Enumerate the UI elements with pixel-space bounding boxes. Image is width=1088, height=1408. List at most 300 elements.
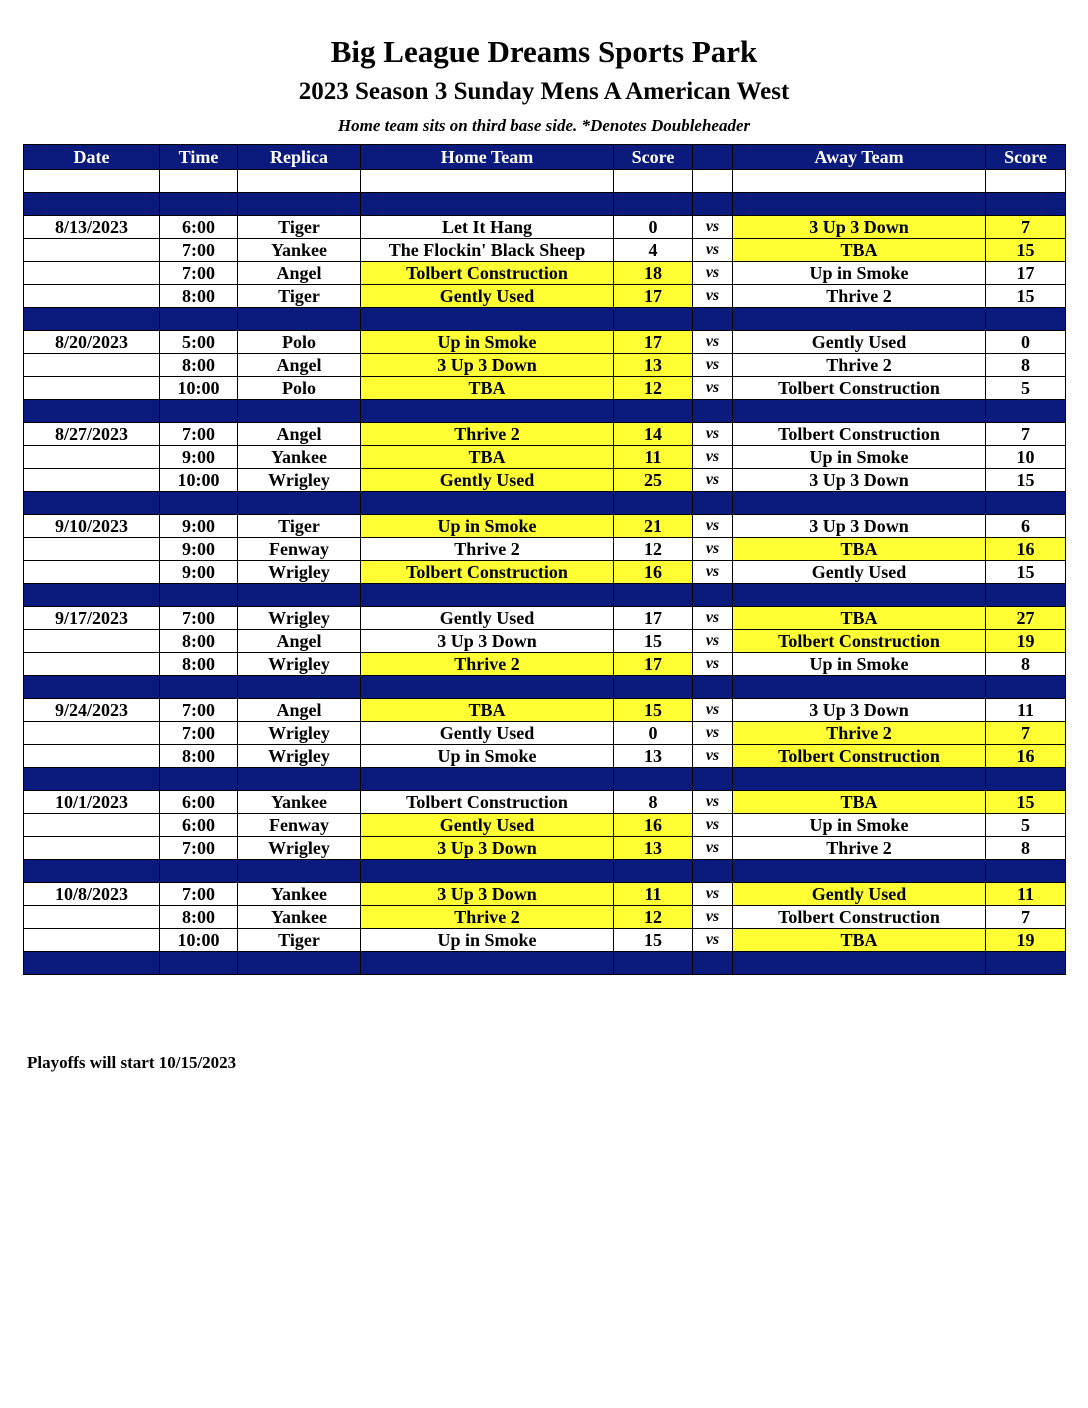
away-score: 17 bbox=[986, 262, 1066, 285]
separator-row bbox=[24, 492, 1066, 515]
away-score: 16 bbox=[986, 745, 1066, 768]
away-score: 8 bbox=[986, 354, 1066, 377]
separator-cell bbox=[361, 308, 614, 331]
away-score: 19 bbox=[986, 929, 1066, 952]
separator-cell bbox=[24, 676, 160, 699]
game-date bbox=[24, 722, 160, 745]
game-row bbox=[24, 262, 1066, 285]
away-team: Up in Smoke bbox=[733, 814, 986, 837]
separator-cell bbox=[693, 676, 733, 699]
away-team: TBA bbox=[733, 791, 986, 814]
game-row bbox=[24, 653, 1066, 676]
game-replica: Angel bbox=[238, 354, 361, 377]
home-team: Gently Used bbox=[361, 469, 614, 492]
page-subtitle: 2023 Season 3 Sunday Mens A American West bbox=[298, 78, 790, 105]
home-score: 21 bbox=[614, 515, 693, 538]
game-replica: Fenway bbox=[238, 538, 361, 561]
game-replica: Angel bbox=[238, 630, 361, 653]
game-row bbox=[24, 354, 1066, 377]
game-replica: Angel bbox=[238, 262, 361, 285]
separator-cell bbox=[160, 584, 238, 607]
col-header-away-team: Away Team bbox=[733, 145, 986, 170]
separator-cell bbox=[24, 193, 160, 216]
separator-cell bbox=[160, 400, 238, 423]
game-time: 7:00 bbox=[160, 239, 238, 262]
home-team: Gently Used bbox=[361, 285, 614, 308]
game-time: 7:00 bbox=[160, 837, 238, 860]
game-row bbox=[24, 722, 1066, 745]
col-header-replica: Replica bbox=[238, 145, 361, 170]
away-score: 15 bbox=[986, 469, 1066, 492]
separator-cell bbox=[361, 492, 614, 515]
away-score: 16 bbox=[986, 538, 1066, 561]
separator-cell bbox=[614, 860, 693, 883]
home-score: 11 bbox=[614, 883, 693, 906]
game-time: 8:00 bbox=[160, 906, 238, 929]
separator-cell bbox=[361, 400, 614, 423]
game-row bbox=[24, 377, 1066, 400]
away-team: Tolbert Construction bbox=[733, 423, 986, 446]
away-score: 11 bbox=[986, 699, 1066, 722]
home-score: 18 bbox=[614, 262, 693, 285]
away-score: 11 bbox=[986, 883, 1066, 906]
separator-cell bbox=[693, 860, 733, 883]
blank-cell bbox=[24, 170, 160, 193]
game-row bbox=[24, 837, 1066, 860]
game-row bbox=[24, 446, 1066, 469]
vs-label: vs bbox=[693, 607, 733, 630]
separator-cell bbox=[361, 676, 614, 699]
game-time: 8:00 bbox=[160, 630, 238, 653]
game-date bbox=[24, 262, 160, 285]
home-score: 11 bbox=[614, 446, 693, 469]
game-row bbox=[24, 538, 1066, 561]
separator-cell bbox=[986, 952, 1066, 975]
game-replica: Tiger bbox=[238, 929, 361, 952]
away-score: 5 bbox=[986, 377, 1066, 400]
separator-cell bbox=[238, 952, 361, 975]
game-row bbox=[24, 929, 1066, 952]
home-score: 4 bbox=[614, 239, 693, 262]
game-row bbox=[24, 469, 1066, 492]
home-score: 0 bbox=[614, 722, 693, 745]
separator-row bbox=[24, 400, 1066, 423]
blank-cell bbox=[614, 170, 693, 193]
away-score: 7 bbox=[986, 216, 1066, 239]
game-date bbox=[24, 469, 160, 492]
game-time: 10:00 bbox=[160, 929, 238, 952]
game-replica: Wrigley bbox=[238, 653, 361, 676]
vs-label: vs bbox=[693, 216, 733, 239]
game-date: 8/27/2023 bbox=[24, 423, 160, 446]
game-date bbox=[24, 906, 160, 929]
away-score: 0 bbox=[986, 331, 1066, 354]
game-row bbox=[24, 883, 1066, 906]
separator-cell bbox=[986, 584, 1066, 607]
game-row bbox=[24, 423, 1066, 446]
home-score: 17 bbox=[614, 653, 693, 676]
vs-label: vs bbox=[693, 814, 733, 837]
home-team: TBA bbox=[361, 446, 614, 469]
game-date bbox=[24, 239, 160, 262]
vs-label: vs bbox=[693, 630, 733, 653]
away-team: Thrive 2 bbox=[733, 285, 986, 308]
separator-cell bbox=[693, 193, 733, 216]
away-team: Thrive 2 bbox=[733, 837, 986, 860]
away-team: TBA bbox=[733, 607, 986, 630]
blank-cell bbox=[733, 170, 986, 193]
game-replica: Wrigley bbox=[238, 607, 361, 630]
away-score: 7 bbox=[986, 423, 1066, 446]
vs-label: vs bbox=[693, 791, 733, 814]
away-team: Gently Used bbox=[733, 561, 986, 584]
home-team: Gently Used bbox=[361, 814, 614, 837]
separator-cell bbox=[361, 768, 614, 791]
game-date: 10/8/2023 bbox=[24, 883, 160, 906]
separator-cell bbox=[693, 492, 733, 515]
game-time: 7:00 bbox=[160, 607, 238, 630]
away-team: Up in Smoke bbox=[733, 653, 986, 676]
separator-cell bbox=[238, 308, 361, 331]
home-team: TBA bbox=[361, 377, 614, 400]
away-team: Gently Used bbox=[733, 883, 986, 906]
separator-cell bbox=[733, 860, 986, 883]
game-date: 8/13/2023 bbox=[24, 216, 160, 239]
separator-cell bbox=[160, 308, 238, 331]
separator-cell bbox=[238, 492, 361, 515]
separator-cell bbox=[238, 676, 361, 699]
separator-cell bbox=[24, 400, 160, 423]
home-team: Tolbert Construction bbox=[361, 262, 614, 285]
game-time: 9:00 bbox=[160, 446, 238, 469]
separator-cell bbox=[160, 768, 238, 791]
vs-label: vs bbox=[693, 929, 733, 952]
separator-cell bbox=[986, 492, 1066, 515]
game-time: 9:00 bbox=[160, 515, 238, 538]
away-score: 19 bbox=[986, 630, 1066, 653]
game-replica: Wrigley bbox=[238, 722, 361, 745]
home-team: Gently Used bbox=[361, 722, 614, 745]
separator-cell bbox=[160, 860, 238, 883]
separator-cell bbox=[160, 676, 238, 699]
separator-row bbox=[24, 860, 1066, 883]
vs-label: vs bbox=[693, 722, 733, 745]
game-date bbox=[24, 354, 160, 377]
vs-label: vs bbox=[693, 699, 733, 722]
separator-cell bbox=[733, 492, 986, 515]
separator-cell bbox=[986, 193, 1066, 216]
col-header-time: Time bbox=[160, 145, 238, 170]
separator-cell bbox=[614, 193, 693, 216]
home-score: 8 bbox=[614, 791, 693, 814]
away-score: 8 bbox=[986, 837, 1066, 860]
separator-cell bbox=[733, 308, 986, 331]
separator-cell bbox=[614, 400, 693, 423]
separator-cell bbox=[238, 768, 361, 791]
home-score: 0 bbox=[614, 216, 693, 239]
home-team: Up in Smoke bbox=[361, 929, 614, 952]
game-time: 6:00 bbox=[160, 814, 238, 837]
away-team: Tolbert Construction bbox=[733, 906, 986, 929]
game-time: 7:00 bbox=[160, 262, 238, 285]
col-header-vs bbox=[693, 145, 733, 170]
away-score: 15 bbox=[986, 561, 1066, 584]
game-time: 10:00 bbox=[160, 469, 238, 492]
game-replica: Wrigley bbox=[238, 745, 361, 768]
home-team: 3 Up 3 Down bbox=[361, 883, 614, 906]
game-row bbox=[24, 515, 1066, 538]
game-replica: Fenway bbox=[238, 814, 361, 837]
home-team: Up in Smoke bbox=[361, 515, 614, 538]
home-score: 12 bbox=[614, 906, 693, 929]
game-replica: Wrigley bbox=[238, 561, 361, 584]
separator-cell bbox=[361, 193, 614, 216]
blank-cell bbox=[160, 170, 238, 193]
schedule-table bbox=[23, 144, 1066, 975]
separator-cell bbox=[733, 193, 986, 216]
away-team: 3 Up 3 Down bbox=[733, 216, 986, 239]
vs-label: vs bbox=[693, 285, 733, 308]
game-time: 6:00 bbox=[160, 216, 238, 239]
separator-cell bbox=[693, 584, 733, 607]
game-time: 9:00 bbox=[160, 561, 238, 584]
separator-cell bbox=[614, 768, 693, 791]
game-date bbox=[24, 446, 160, 469]
game-row bbox=[24, 285, 1066, 308]
game-row bbox=[24, 745, 1066, 768]
col-header-away-score: Score bbox=[986, 145, 1066, 170]
away-team: Tolbert Construction bbox=[733, 745, 986, 768]
blank-cell bbox=[361, 170, 614, 193]
home-team: TBA bbox=[361, 699, 614, 722]
separator-cell bbox=[24, 492, 160, 515]
separator-cell bbox=[693, 952, 733, 975]
separator-cell bbox=[986, 768, 1066, 791]
separator-cell bbox=[693, 400, 733, 423]
game-date bbox=[24, 285, 160, 308]
game-replica: Polo bbox=[238, 377, 361, 400]
col-header-home-score: Score bbox=[614, 145, 693, 170]
separator-cell bbox=[160, 492, 238, 515]
separator-cell bbox=[24, 308, 160, 331]
game-date: 9/24/2023 bbox=[24, 699, 160, 722]
home-score: 15 bbox=[614, 929, 693, 952]
separator-cell bbox=[614, 492, 693, 515]
game-replica: Yankee bbox=[238, 906, 361, 929]
game-time: 5:00 bbox=[160, 331, 238, 354]
game-time: 7:00 bbox=[160, 699, 238, 722]
away-score: 7 bbox=[986, 906, 1066, 929]
vs-label: vs bbox=[693, 883, 733, 906]
separator-cell bbox=[24, 768, 160, 791]
game-row bbox=[24, 216, 1066, 239]
separator-cell bbox=[238, 584, 361, 607]
home-score: 15 bbox=[614, 699, 693, 722]
vs-label: vs bbox=[693, 837, 733, 860]
home-score: 17 bbox=[614, 285, 693, 308]
separator-cell bbox=[614, 584, 693, 607]
home-score: 13 bbox=[614, 837, 693, 860]
vs-label: vs bbox=[693, 538, 733, 561]
home-team: Up in Smoke bbox=[361, 745, 614, 768]
game-time: 7:00 bbox=[160, 722, 238, 745]
game-date bbox=[24, 377, 160, 400]
separator-cell bbox=[614, 952, 693, 975]
game-time: 9:00 bbox=[160, 538, 238, 561]
home-score: 25 bbox=[614, 469, 693, 492]
game-replica: Yankee bbox=[238, 446, 361, 469]
game-date bbox=[24, 630, 160, 653]
separator-cell bbox=[24, 860, 160, 883]
separator-cell bbox=[24, 584, 160, 607]
blank-cell bbox=[693, 170, 733, 193]
home-score: 12 bbox=[614, 538, 693, 561]
game-row bbox=[24, 791, 1066, 814]
away-team: Tolbert Construction bbox=[733, 630, 986, 653]
separator-cell bbox=[693, 768, 733, 791]
game-replica: Tiger bbox=[238, 216, 361, 239]
game-date bbox=[24, 814, 160, 837]
game-date bbox=[24, 745, 160, 768]
home-team: Gently Used bbox=[361, 607, 614, 630]
home-team: 3 Up 3 Down bbox=[361, 630, 614, 653]
separator-cell bbox=[986, 400, 1066, 423]
separator-row bbox=[24, 952, 1066, 975]
col-header-home-team: Home Team bbox=[361, 145, 614, 170]
home-score: 16 bbox=[614, 561, 693, 584]
home-score: 13 bbox=[614, 354, 693, 377]
home-score: 17 bbox=[614, 331, 693, 354]
home-team: Up in Smoke bbox=[361, 331, 614, 354]
away-team: 3 Up 3 Down bbox=[733, 515, 986, 538]
page-title: Big League Dreams Sports Park bbox=[330, 34, 758, 69]
away-team: Up in Smoke bbox=[733, 262, 986, 285]
game-row bbox=[24, 699, 1066, 722]
away-score: 7 bbox=[986, 722, 1066, 745]
vs-label: vs bbox=[693, 515, 733, 538]
game-row bbox=[24, 561, 1066, 584]
away-score: 15 bbox=[986, 239, 1066, 262]
home-team: 3 Up 3 Down bbox=[361, 354, 614, 377]
home-score: 13 bbox=[614, 745, 693, 768]
home-team: Let It Hang bbox=[361, 216, 614, 239]
game-row bbox=[24, 814, 1066, 837]
game-time: 8:00 bbox=[160, 745, 238, 768]
home-team: 3 Up 3 Down bbox=[361, 837, 614, 860]
game-row bbox=[24, 607, 1066, 630]
separator-cell bbox=[733, 676, 986, 699]
game-replica: Yankee bbox=[238, 883, 361, 906]
game-replica: Yankee bbox=[238, 239, 361, 262]
home-team: Thrive 2 bbox=[361, 653, 614, 676]
home-team: Thrive 2 bbox=[361, 538, 614, 561]
game-replica: Polo bbox=[238, 331, 361, 354]
game-replica: Tiger bbox=[238, 285, 361, 308]
away-team: TBA bbox=[733, 239, 986, 262]
vs-label: vs bbox=[693, 331, 733, 354]
game-row bbox=[24, 239, 1066, 262]
separator-cell bbox=[986, 308, 1066, 331]
game-date: 8/20/2023 bbox=[24, 331, 160, 354]
vs-label: vs bbox=[693, 653, 733, 676]
away-score: 5 bbox=[986, 814, 1066, 837]
separator-cell bbox=[238, 193, 361, 216]
game-row bbox=[24, 331, 1066, 354]
home-score: 12 bbox=[614, 377, 693, 400]
home-team: Thrive 2 bbox=[361, 423, 614, 446]
away-team: Thrive 2 bbox=[733, 354, 986, 377]
game-date: 10/1/2023 bbox=[24, 791, 160, 814]
game-date bbox=[24, 837, 160, 860]
home-team: The Flockin' Black Sheep bbox=[361, 239, 614, 262]
away-score: 6 bbox=[986, 515, 1066, 538]
vs-label: vs bbox=[693, 262, 733, 285]
game-date bbox=[24, 929, 160, 952]
away-score: 10 bbox=[986, 446, 1066, 469]
blank-cell bbox=[986, 170, 1066, 193]
separator-row bbox=[24, 308, 1066, 331]
separator-cell bbox=[733, 400, 986, 423]
playoffs-note: Playoffs will start 10/15/2023 bbox=[27, 1053, 237, 1072]
away-team: Gently Used bbox=[733, 331, 986, 354]
home-score: 17 bbox=[614, 607, 693, 630]
game-replica: Wrigley bbox=[238, 837, 361, 860]
game-row bbox=[24, 630, 1066, 653]
separator-cell bbox=[733, 768, 986, 791]
vs-label: vs bbox=[693, 469, 733, 492]
game-replica: Tiger bbox=[238, 515, 361, 538]
away-score: 15 bbox=[986, 791, 1066, 814]
separator-row bbox=[24, 676, 1066, 699]
blank-cell bbox=[238, 170, 361, 193]
game-date bbox=[24, 538, 160, 561]
separator-cell bbox=[160, 193, 238, 216]
separator-cell bbox=[160, 952, 238, 975]
game-replica: Angel bbox=[238, 699, 361, 722]
vs-label: vs bbox=[693, 423, 733, 446]
game-date bbox=[24, 561, 160, 584]
game-time: 8:00 bbox=[160, 285, 238, 308]
game-replica: Yankee bbox=[238, 791, 361, 814]
away-score: 15 bbox=[986, 285, 1066, 308]
game-row bbox=[24, 906, 1066, 929]
separator-cell bbox=[361, 584, 614, 607]
game-time: 8:00 bbox=[160, 354, 238, 377]
home-score: 15 bbox=[614, 630, 693, 653]
separator-cell bbox=[361, 952, 614, 975]
separator-row bbox=[24, 193, 1066, 216]
home-score: 14 bbox=[614, 423, 693, 446]
separator-cell bbox=[733, 952, 986, 975]
game-time: 10:00 bbox=[160, 377, 238, 400]
separator-cell bbox=[361, 860, 614, 883]
away-team: 3 Up 3 Down bbox=[733, 469, 986, 492]
separator-cell bbox=[614, 676, 693, 699]
vs-label: vs bbox=[693, 906, 733, 929]
separator-cell bbox=[238, 400, 361, 423]
game-time: 8:00 bbox=[160, 653, 238, 676]
game-replica: Angel bbox=[238, 423, 361, 446]
col-header-date: Date bbox=[24, 145, 160, 170]
header-row bbox=[24, 145, 1066, 170]
vs-label: vs bbox=[693, 239, 733, 262]
away-team: TBA bbox=[733, 929, 986, 952]
home-team: Tolbert Construction bbox=[361, 561, 614, 584]
away-team: 3 Up 3 Down bbox=[733, 699, 986, 722]
separator-cell bbox=[733, 584, 986, 607]
schedule-note: Home team sits on third base side. *Denotes Doubleheader bbox=[337, 116, 751, 135]
away-team: Up in Smoke bbox=[733, 446, 986, 469]
